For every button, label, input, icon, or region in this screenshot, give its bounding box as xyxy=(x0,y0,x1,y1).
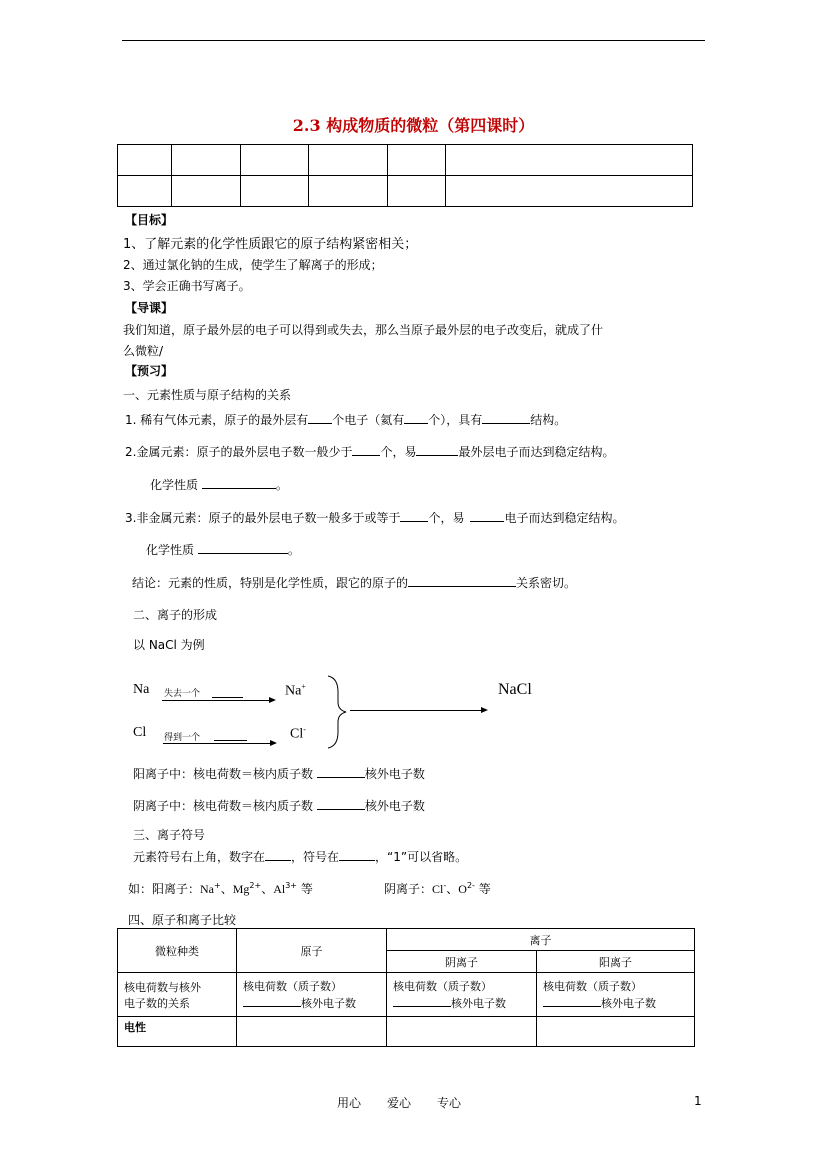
info-table xyxy=(117,144,693,207)
blank[interactable] xyxy=(352,443,380,456)
cell-anion-relation: 核电荷数（质子数） 核外电子数 xyxy=(387,973,537,1017)
table-row xyxy=(118,973,695,1017)
blank[interactable] xyxy=(393,994,451,1007)
row-label-charge: 电性 xyxy=(118,1017,237,1047)
preview-header: 【预习】 xyxy=(125,364,174,378)
table-row xyxy=(118,1017,695,1047)
anion-relation: 阴离子中：核电荷数＝核内质子数 核外电子数 xyxy=(133,799,425,813)
blank[interactable] xyxy=(202,476,276,489)
part1-title: 一、元素性质与原子结构的关系 xyxy=(123,388,292,402)
blank[interactable] xyxy=(243,994,301,1007)
question-3: 3.非金属元素：原子的最外层电子数一般多于或等于 个，易 电子而达到稳定结构。 xyxy=(125,511,625,525)
part3-title: 三、离子符号 xyxy=(133,828,206,842)
page-number: 1 xyxy=(694,1094,702,1108)
table-row xyxy=(118,176,693,207)
header-particle: 微粒种类 xyxy=(118,929,237,973)
footer-slogan-2: 爱心 xyxy=(387,1096,412,1110)
ion-examples: 如：阳离子：Na+、$Mg^{2+}$、$Al^{3+}$ 等 xyxy=(128,881,313,896)
diagram-cl: Cl xyxy=(133,725,147,740)
header-anion: 阴离子 xyxy=(387,951,537,973)
example-label: 以 NaCl 为例 xyxy=(133,638,205,652)
footer-slogan-1: 用心 xyxy=(337,1096,362,1110)
header-rule xyxy=(122,40,705,41)
blank[interactable] xyxy=(482,411,530,424)
cell-atom-relation: 核电荷数（质子数） 核外电子数 xyxy=(237,973,387,1017)
intro-text-1: 我们知道，原子最外层的电子可以得到或失去，那么当原子最外层的电子改变后，就成了什 xyxy=(123,323,604,337)
blank[interactable] xyxy=(339,848,375,861)
diagram-na-label: 失去一个 xyxy=(164,689,201,699)
arrow-icon xyxy=(162,700,274,701)
header-cation: 阳离子 xyxy=(537,951,695,973)
table-row xyxy=(118,929,695,951)
diagram-product: NaCl xyxy=(498,681,532,698)
blank[interactable] xyxy=(416,443,458,456)
arrow-icon xyxy=(350,710,486,711)
blank[interactable] xyxy=(198,541,288,554)
footer-slogan-3: 专心 xyxy=(437,1096,462,1110)
goal-3: 3、学会正确书写离子。 xyxy=(123,279,251,293)
blank[interactable] xyxy=(317,797,365,810)
blank[interactable] xyxy=(408,574,516,587)
goals-header: 【目标】 xyxy=(125,213,174,227)
blank[interactable] xyxy=(308,411,332,424)
symbol-rule: 元素符号右上角，数字在 ，符号在 ，“1”可以省略。 xyxy=(133,850,468,864)
diagram-na: Na xyxy=(133,682,150,697)
part4-title: 四、原子和离子比较 xyxy=(128,913,237,927)
blank[interactable] xyxy=(404,411,428,424)
comparison-table xyxy=(117,928,695,1047)
diagram-na-ion: Na+ xyxy=(285,682,306,699)
blank[interactable] xyxy=(400,509,428,522)
page-title: 2.3 构成物质的微粒（第四课时） xyxy=(292,116,535,135)
goal-1: 1、了解元素的化学性质跟它的原子结构紧密相关； xyxy=(123,237,418,252)
goal-2: 2、通过氯化钠的生成，使学生了解离子的形成； xyxy=(123,258,383,272)
header-ion: 离子 xyxy=(387,929,695,951)
cell-cation-relation: 核电荷数（质子数） 核外电子数 xyxy=(537,973,695,1017)
blank[interactable] xyxy=(214,740,247,741)
brace-icon xyxy=(322,674,352,750)
blank[interactable] xyxy=(212,697,243,698)
question-3-property: 化学性质 。 xyxy=(146,543,300,557)
question-2-property: 化学性质 。 xyxy=(150,478,288,492)
table-row xyxy=(118,145,693,176)
cation-relation: 阳离子中：核电荷数＝核内质子数 核外电子数 xyxy=(133,767,425,781)
arrow-icon xyxy=(163,743,275,744)
part2-title: 二、离子的形成 xyxy=(133,608,218,622)
question-1: 1. 稀有气体元素，原子的最外层有 个电子（氦有 个），具有 结构。 xyxy=(125,413,567,427)
intro-text-2: 么微粒/ xyxy=(123,344,164,358)
blank[interactable] xyxy=(543,994,601,1007)
blank[interactable] xyxy=(470,509,504,522)
intro-header: 【导课】 xyxy=(125,301,174,315)
anion-examples: 阴离子：Cl-、$O^{2-}$ 等 xyxy=(384,881,491,896)
diagram-cl-label: 得到一个 xyxy=(164,733,201,743)
row-label-relation: 核电荷数与核外 电子数的关系 xyxy=(118,973,237,1017)
conclusion: 结论：元素的性质，特别是化学性质，跟它的原子的 关系密切。 xyxy=(132,576,577,590)
question-2: 2.金属元素：原子的最外层电子数一般少于 个，易 最外层电子而达到稳定结构。 xyxy=(125,445,615,459)
blank[interactable] xyxy=(265,848,291,861)
diagram-cl-ion: Cl- xyxy=(290,725,306,742)
blank[interactable] xyxy=(317,765,365,778)
header-atom: 原子 xyxy=(237,929,387,973)
